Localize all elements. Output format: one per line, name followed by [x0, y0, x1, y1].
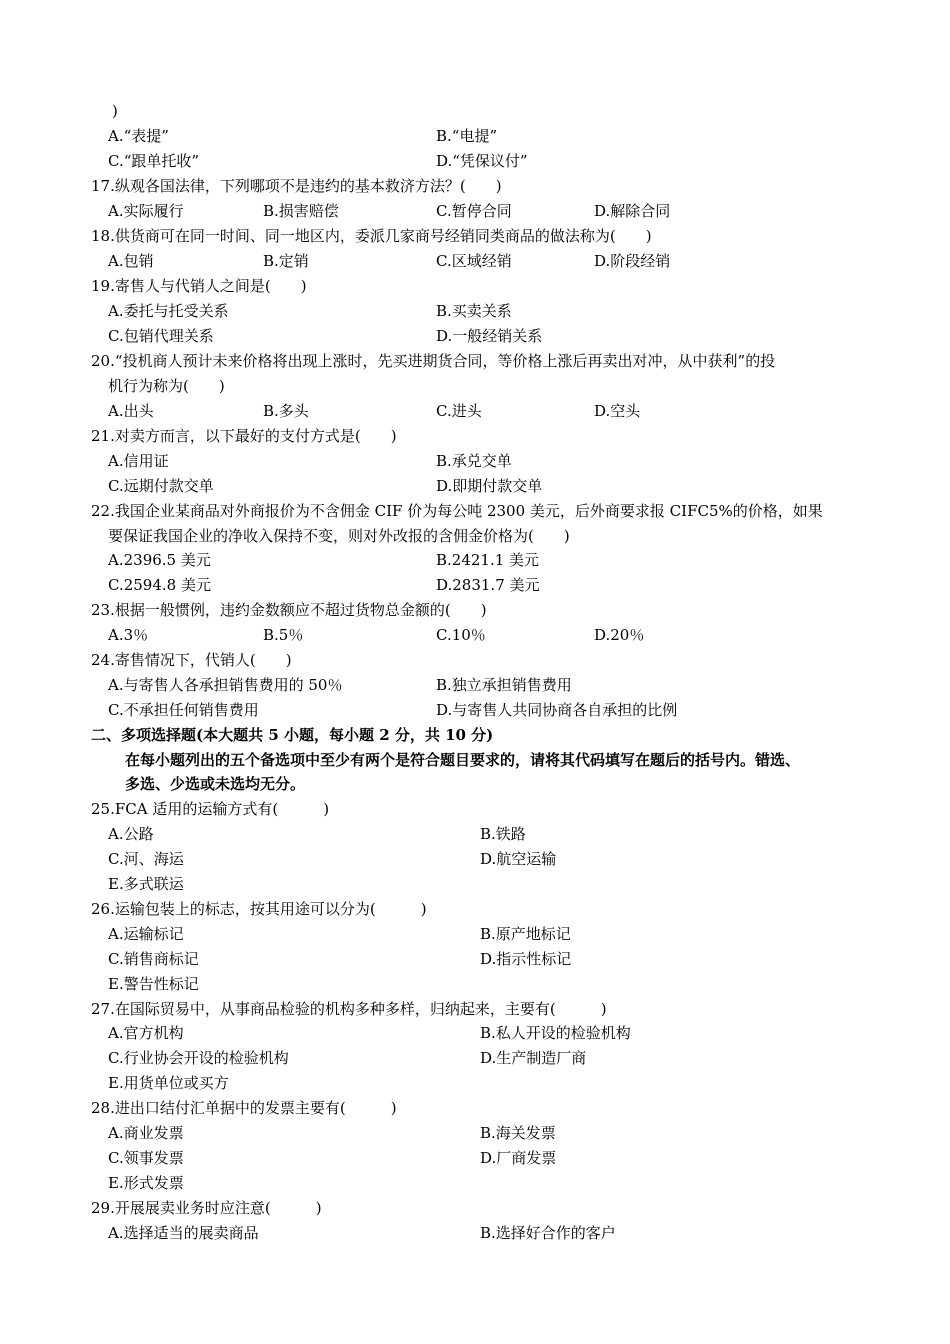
option-b: B.“电提”	[436, 127, 498, 145]
option-b: B.独立承担销售费用	[436, 676, 572, 694]
option-b: B.铁路	[480, 825, 526, 843]
option-b: B.5％	[263, 626, 304, 644]
option-a: A.与寄售人各承担销售费用的 50％	[108, 676, 343, 694]
option-a: A.委托与托受关系	[108, 302, 229, 320]
continuation-paren: )	[112, 102, 118, 120]
option-a: A.公路	[108, 825, 154, 843]
option-c: C.“跟单托收”	[108, 152, 200, 170]
option-c: C.进头	[436, 402, 482, 420]
option-a: A.信用证	[108, 452, 169, 470]
option-a: A.“表提”	[108, 127, 169, 145]
option-d: D.空头	[594, 402, 641, 420]
option-b: B.选择好合作的客户	[480, 1224, 616, 1242]
option-b: B.多头	[263, 402, 309, 420]
section-heading: 二、多项选择题(本大题共 5 小题，每小题 2 分，共 10 分)	[91, 726, 494, 744]
option-d: D.一般经销关系	[436, 327, 543, 345]
option-d: D.航空运输	[480, 850, 557, 868]
option-b: B.损害赔偿	[263, 202, 339, 220]
question-20: 20.“投机商人预计未来价格将出现上涨时，先买进期货合同，等价格上涨后再卖出对冲，从中获利”的投	[91, 352, 776, 370]
option-b: B.定销	[263, 252, 309, 270]
option-c: C.销售商标记	[108, 950, 199, 968]
option-a: A.官方机构	[108, 1024, 184, 1042]
question-22-continuation: 要保证我国企业的净收入保持不变，则对外改报的含佣金价格为( )	[108, 527, 570, 545]
option-d: D.生产制造厂商	[480, 1049, 587, 1067]
option-c: C.10％	[436, 626, 486, 644]
option-c: C.不承担任何销售费用	[108, 701, 259, 719]
option-b: B.原产地标记	[480, 925, 571, 943]
question-28: 28.进出口结付汇单据中的发票主要有( )	[91, 1099, 397, 1117]
option-d: D.阶段经销	[594, 252, 671, 270]
option-a: A.选择适当的展卖商品	[108, 1224, 259, 1242]
option-d: D.解除合同	[594, 202, 671, 220]
question-20-continuation: 机行为称为( )	[108, 377, 225, 395]
option-c: C.河、海运	[108, 850, 184, 868]
option-d: D.即期付款交单	[436, 477, 543, 495]
option-b: B.私人开设的检验机构	[480, 1024, 631, 1042]
option-d: D.20％	[594, 626, 645, 644]
option-d: D.与寄售人共同协商各自承担的比例	[436, 701, 678, 719]
question-21: 21.对卖方而言，以下最好的支付方式是( )	[91, 427, 397, 445]
option-e: E.形式发票	[108, 1174, 184, 1192]
question-24: 24.寄售情况下，代销人( )	[91, 651, 292, 669]
option-c: C.暂停合同	[436, 202, 512, 220]
question-25: 25.FCA 适用的运输方式有( )	[91, 800, 330, 818]
option-c: C.2594.8 美元	[108, 576, 211, 594]
option-c: C.行业协会开设的检验机构	[108, 1049, 289, 1067]
option-b: B.承兑交单	[436, 452, 512, 470]
option-a: A.商业发票	[108, 1124, 184, 1142]
option-d: D.指示性标记	[480, 950, 572, 968]
option-b: B.2421.1 美元	[436, 551, 540, 569]
option-d: D.2831.7 美元	[436, 576, 540, 594]
option-a: A.2396.5 美元	[108, 551, 211, 569]
option-d: D.厂商发票	[480, 1149, 557, 1167]
question-27: 27.在国际贸易中，从事商品检验的机构多种多样，归纳起来，主要有( )	[91, 1000, 607, 1018]
option-b: B.海关发票	[480, 1124, 556, 1142]
option-c: C.远期付款交单	[108, 477, 214, 495]
option-b: B.买卖关系	[436, 302, 512, 320]
question-29: 29.开展展卖业务时应注意( )	[91, 1199, 322, 1217]
option-a: A.运输标记	[108, 925, 184, 943]
option-e: E.用货单位或买方	[108, 1074, 229, 1092]
option-a: A.包销	[108, 252, 154, 270]
option-a: A.3％	[108, 626, 149, 644]
option-a: A.实际履行	[108, 202, 184, 220]
question-17: 17.纵观各国法律，下列哪项不是违约的基本救济方法？( )	[91, 177, 502, 195]
option-e: E.警告性标记	[108, 975, 199, 993]
option-d: D.“凭保议付”	[436, 152, 528, 170]
section-instructions-continuation: 多选、少选或未选均无分。	[125, 775, 306, 793]
option-c: C.包销代理关系	[108, 327, 214, 345]
section-instructions: 在每小题列出的五个备选项中至少有两个是符合题目要求的，请将其代码填写在题后的括号内。错选、	[125, 751, 801, 769]
question-22: 22.我国企业某商品对外商报价为不含佣金 CIF 价为每公吨 2300 美元，后外商要求报 CIFC5%的价格，如果	[91, 502, 823, 520]
question-18: 18.供货商可在同一时间、同一地区内，委派几家商号经销同类商品的做法称为( )	[91, 227, 652, 245]
option-e: E.多式联运	[108, 875, 184, 893]
question-19: 19.寄售人与代销人之间是( )	[91, 277, 307, 295]
question-26: 26.运输包装上的标志，按其用途可以分为( )	[91, 900, 427, 918]
option-c: C.区域经销	[436, 252, 512, 270]
question-23: 23.根据一般惯例，违约金数额应不超过货物总金额的( )	[91, 601, 487, 619]
option-c: C.领事发票	[108, 1149, 184, 1167]
option-a: A.出头	[108, 402, 154, 420]
